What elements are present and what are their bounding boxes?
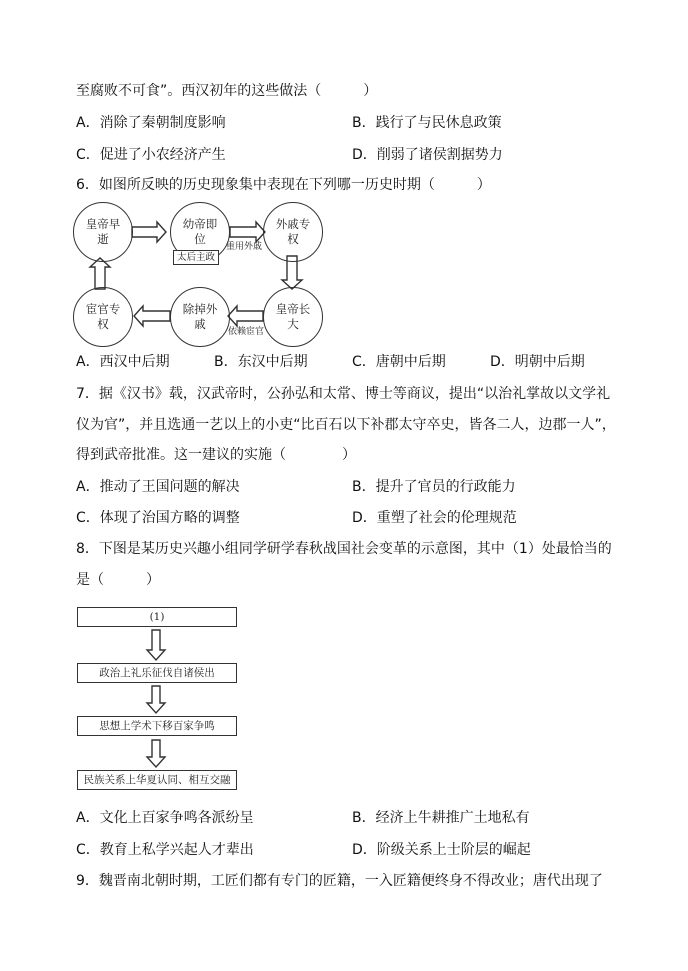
q7-option-a[interactable]: A．推动了王国问题的解决 — [76, 479, 240, 495]
label-rely-consort: 重用外戚 — [226, 242, 263, 252]
q5-option-a[interactable]: A．消除了秦朝制度影响 — [76, 115, 226, 131]
q8-option-d[interactable]: D．阶级关系上士阶层的崛起 — [352, 842, 531, 858]
node-emperor-grown: 皇帝长大 — [263, 287, 323, 347]
q7-option-d[interactable]: D．重塑了社会的伦理规范 — [352, 510, 517, 526]
node-remove-consort: 除掉外戚 — [170, 287, 230, 347]
flow-box-3: 思想上学术下移百家争鸣 — [77, 716, 237, 736]
flow-box-1: (1) — [77, 607, 237, 627]
flow-box-2: 政治上礼乐征伐自诸侯出 — [77, 663, 237, 683]
q9-stem-line-1: 9．魏晋南北朝时期，工匠们都有专门的匠籍，一入匠籍便终身不得改业；唐代出现了 — [76, 873, 603, 889]
node-consort-power: 外戚专权 — [263, 202, 323, 262]
q6-stem: 6．如图所反映的历史现象集中表现在下列哪一历史时期（ ） — [76, 177, 491, 193]
q8-option-a[interactable]: A．文化上百家争鸣各派纷呈 — [76, 810, 254, 826]
flow-arrow-2 — [147, 686, 165, 713]
node-child-emperor: 幼帝即位 — [170, 202, 230, 262]
node-emperor-early-death: 皇帝早逝 — [73, 202, 133, 262]
label-empress-regency: 太后主政 — [173, 250, 219, 265]
q6-option-b[interactable]: B．东汉中后期 — [214, 354, 308, 370]
q5-option-c[interactable]: C．促进了小农经济产生 — [76, 147, 226, 163]
q6-option-c[interactable]: C．唐朝中后期 — [352, 354, 446, 370]
flow-arrow-3 — [147, 740, 165, 767]
q5-stem-tail: 至腐败不可食”。西汉初年的这些做法（ ） — [76, 83, 378, 99]
q8-option-b[interactable]: B．经济上牛耕推广土地私有 — [352, 810, 530, 826]
q6-option-d[interactable]: D．明朝中后期 — [490, 354, 585, 370]
flow-arrow-1 — [147, 630, 165, 660]
q7-stem-line-2: 仪为官”，并且选通一艺以上的小吏“比百石以下补郡太守卒史，皆各二人，边郡一人”， — [76, 417, 616, 433]
q6-option-a[interactable]: A．西汉中后期 — [76, 354, 170, 370]
q8-stem-line-2: 是（ ） — [76, 572, 160, 588]
node-eunuch-power: 宦官专权 — [73, 287, 133, 347]
q8-option-c[interactable]: C．教育上私学兴起人才辈出 — [76, 842, 254, 858]
q8-stem-line-1: 8．下图是某历史兴趣小组同学研学春秋战国社会变革的示意图，其中（1）处最恰当的 — [76, 541, 612, 557]
q5-option-d[interactable]: D．削弱了诸侯割据势力 — [352, 147, 503, 163]
q7-stem-line-3: 得到武帝批准。这一建议的实施（ ） — [76, 447, 356, 463]
arrow-up — [90, 258, 110, 289]
arrow-right-1 — [132, 222, 166, 242]
q7-option-c[interactable]: C．体现了治国方略的调整 — [76, 510, 240, 526]
q7-stem-line-1: 7．据《汉书》载，汉武帝时，公孙弘和太常、博士等商议，提出“以治礼掌故以文学礼 — [76, 386, 611, 402]
q5-option-b[interactable]: B．践行了与民休息政策 — [352, 115, 502, 131]
label-rely-eunuch: 依赖宦官 — [228, 327, 265, 337]
q7-option-b[interactable]: B．提升了官员的行政能力 — [352, 479, 516, 495]
arrow-left-1 — [228, 306, 263, 326]
flow-box-4: 民族关系上华夏认同、相互交融 — [77, 770, 237, 790]
arrow-left-2 — [134, 306, 170, 326]
